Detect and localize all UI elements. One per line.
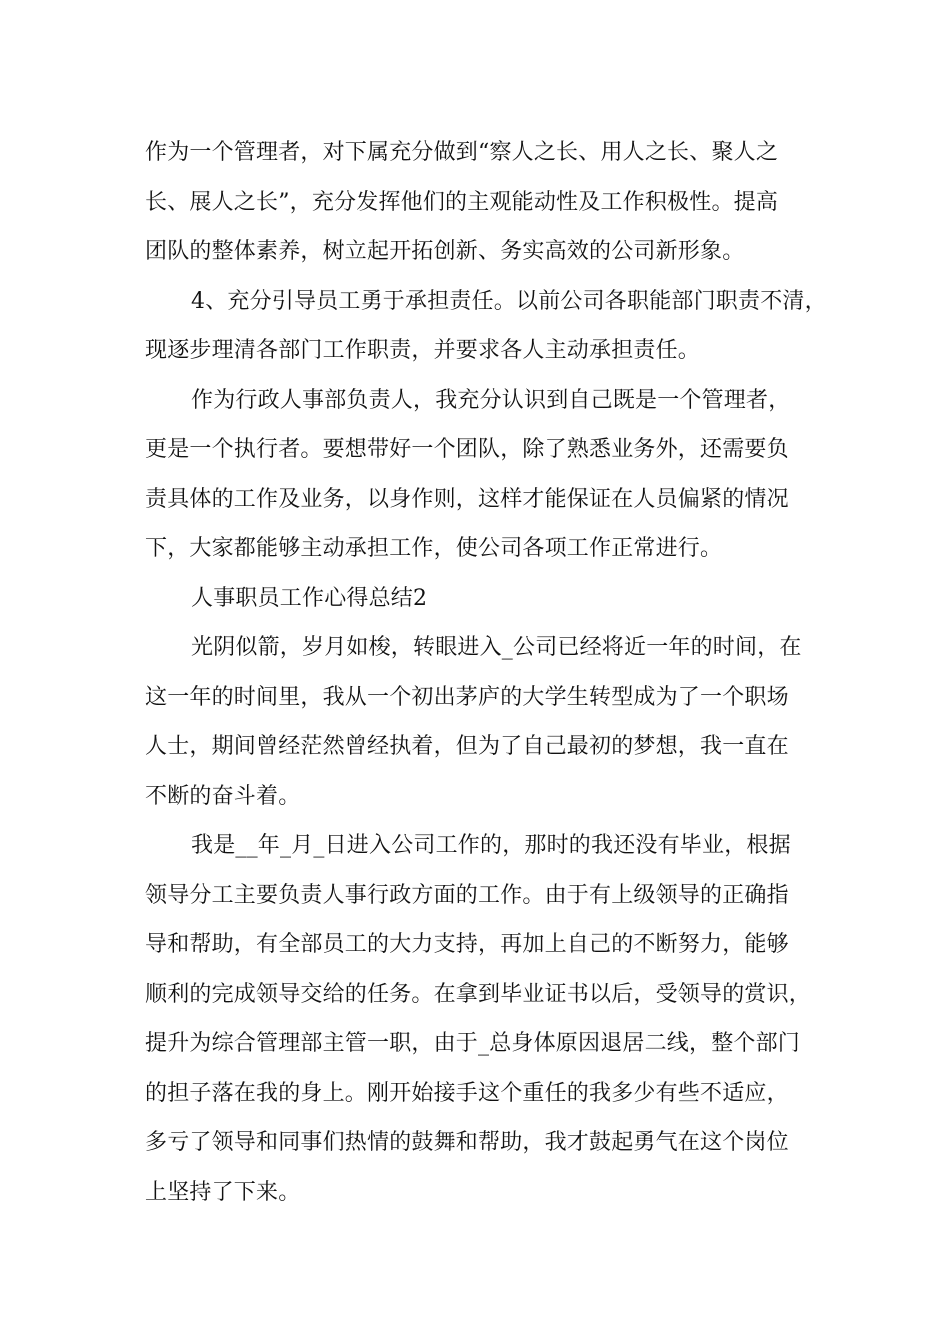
section-heading: 人事职员工作心得总结2	[191, 585, 428, 611]
text-line: 不断的奋斗着。	[145, 783, 301, 809]
text-line: 我是__年_月_日进入公司工作的，那时的我还没有毕业，根据	[191, 833, 791, 858]
text-line: 下，大家都能够主动承担工作，使公司各项工作正常进行。	[145, 536, 723, 561]
text-line: 多亏了领导和同事们热情的鼓舞和帮助，我才鼓起勇气在这个岗位	[145, 1130, 789, 1155]
document-body	[145, 128, 827, 1217]
text-line: 提升为综合管理部主管一职，由于_总身体原因退居二线，整个部门	[145, 1031, 801, 1056]
text-line: 这一年的时间里，我从一个初出茅庐的大学生转型成为了一个职场	[145, 684, 789, 710]
text-line: 导和帮助，有全部员工的大力支持，再加上自己的不断努力，能够	[145, 932, 789, 957]
text-line: 光阴似箭，岁月如梭，转眼进入_公司已经将近一年的时间，在	[191, 635, 802, 660]
text-line: 现逐步理清各部门工作职责，并要求各人主动承担责任。	[145, 338, 701, 363]
text-line: 领导分工主要负责人事行政方面的工作。由于有上级领导的正确指	[145, 882, 789, 908]
text-line: 顺利的完成领导交给的任务。在拿到毕业证书以后，受领导的赏识，	[145, 981, 812, 1007]
text-line: 的担子落在我的身上。刚开始接手这个重任的我多少有些不适应，	[145, 1080, 789, 1106]
text-line: 团队的整体素养，树立起开拓创新、务实高效的公司新形象。	[145, 239, 745, 264]
text-line: 上坚持了下来。	[145, 1179, 301, 1205]
text-line: 作为一个管理者，对下属充分做到“察人之长、用人之长、聚人之	[145, 140, 779, 165]
text-line: 长、展人之长”，充分发挥他们的主观能动性及工作积极性。提高	[145, 189, 779, 215]
text-line: 更是一个执行者。要想带好一个团队，除了熟悉业务外，还需要负	[145, 437, 789, 462]
text-line: 责具体的工作及业务，以身作则，这样才能保证在人员偏紧的情况	[145, 486, 789, 512]
text-line: 人士，期间曾经茫然曾经执着，但为了自己最初的梦想，我一直在	[145, 734, 789, 759]
text-line: 作为行政人事部负责人，我充分认识到自己既是一个管理者，	[191, 387, 791, 413]
text-line: 4、充分引导员工勇于承担责任。以前公司各职能部门职责不清，	[191, 288, 827, 314]
